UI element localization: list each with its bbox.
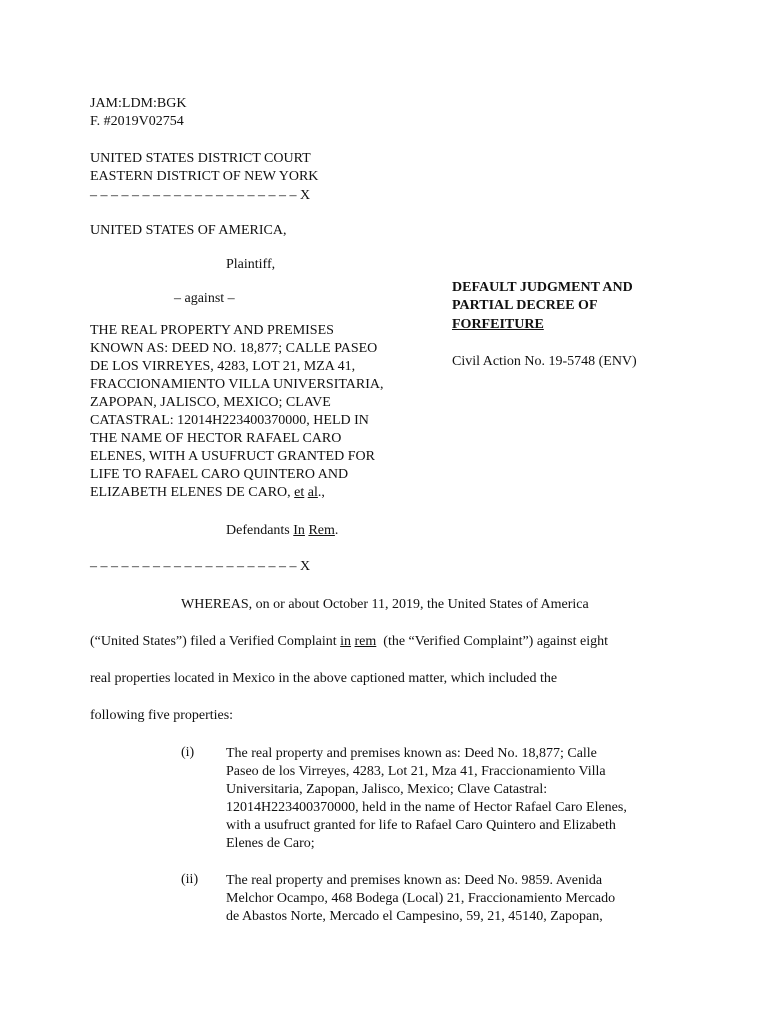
plaintiff-role: Plaintiff, <box>226 257 276 272</box>
file-number: F. #2019V02754 <box>90 114 184 129</box>
property-line: Elenes de Caro; <box>226 836 315 851</box>
property-line: with a usufruct granted for life to Rafael Caro Quintero and Elizabeth <box>226 818 616 833</box>
et-text: et <box>294 485 305 500</box>
defendant-line: LIFE TO RAFAEL CARO QUINTERO AND <box>90 467 349 482</box>
civil-action-number: Civil Action No. 19-5748 (ENV) <box>452 354 637 369</box>
body-line-2 <box>90 634 608 650</box>
property-line: 12014H223400370000, held in the name of Hector Rafael Caro Elenes, <box>226 800 627 815</box>
property-line: Paseo de los Virreyes, 4283, Lot 21, Mza 41, Fraccionamiento Villa <box>226 764 606 779</box>
defendant-line: ELENES, WITH A USUFRUCT GRANTED FOR <box>90 449 375 464</box>
property-description <box>226 745 666 853</box>
defendants-label: Defendants <box>226 523 294 538</box>
property-line: The real property and premises known as: Deed No. 9859. Avenida <box>226 873 603 888</box>
property-line: Universitaria, Zapopan, Jalisco, Mexico; Clave Catastral: <box>226 782 548 797</box>
defendant-line-text: ELIZABETH ELENES DE CARO, <box>90 485 295 500</box>
rem-text: Rem <box>308 523 335 538</box>
body-line-3: real properties located in Mexico in the above captioned matter, which included the <box>90 671 558 686</box>
document-title-line3: FORFEITURE <box>452 317 544 332</box>
defendants-role <box>226 522 338 540</box>
rem-text: rem <box>354 634 377 649</box>
property-number: (i) <box>181 745 195 760</box>
defendant-line: FRACCIONAMIENTO VILLA UNIVERSITARIA, <box>90 377 384 392</box>
defendant-line: THE NAME OF HECTOR RAFAEL CARO <box>90 431 342 446</box>
property-description <box>226 872 666 926</box>
court-name: UNITED STATES DISTRICT COURT <box>90 151 311 166</box>
property-number: (ii) <box>181 872 199 887</box>
defendant-line-suffix: ., <box>317 485 325 500</box>
body-line-1: WHEREAS, on or about October 11, 2019, the United States of America <box>181 597 589 612</box>
caption-separator-bottom: – – – – – – – – – – – – – – – – – – – – X <box>90 559 311 574</box>
property-line: The real property and premises known as: Deed No. 18,877; Calle <box>226 746 597 761</box>
property-line: de Abastos Norte, Mercado el Campesino, 59, 21, 45140, Zapopan, <box>226 909 603 924</box>
attorney-initials: JAM:LDM:BGK <box>90 96 187 111</box>
property-line: Melchor Ocampo, 468 Bodega (Local) 21, Fraccionamiento Mercado <box>226 891 616 906</box>
plaintiff-name: UNITED STATES OF AMERICA, <box>90 223 287 238</box>
document-title-line1: DEFAULT JUDGMENT AND <box>452 280 633 295</box>
in-text: In <box>293 523 305 538</box>
defendant-line: KNOWN AS: DEED NO. 18,877; CALLE PASEO <box>90 341 378 356</box>
defendants-role-suffix: . <box>334 523 339 538</box>
caption-separator-top: – – – – – – – – – – – – – – – – – – – – X <box>90 188 311 203</box>
document-title-line2: PARTIAL DECREE OF <box>452 298 598 313</box>
body-line-4: following five properties: <box>90 708 234 723</box>
body-line-2-rest: (the “Verified Complaint”) against eight <box>376 634 608 649</box>
defendant-line-last <box>90 484 384 502</box>
defendant-line: THE REAL PROPERTY AND PREMISES <box>90 323 334 338</box>
court-district: EASTERN DISTRICT OF NEW YORK <box>90 169 319 184</box>
body-line-2-text: (“United States”) filed a Verified Complaint <box>90 634 341 649</box>
defendant-description <box>90 322 384 502</box>
against-label: – against – <box>174 291 235 306</box>
defendant-line: DE LOS VIRREYES, 4283, LOT 21, MZA 41, <box>90 359 356 374</box>
defendant-line: CATASTRAL: 12014H223400370000, HELD IN <box>90 413 369 428</box>
in-text: in <box>340 634 352 649</box>
al-text: al <box>307 485 318 500</box>
defendant-line: ZAPOPAN, JALISCO, MEXICO; CLAVE <box>90 395 331 410</box>
